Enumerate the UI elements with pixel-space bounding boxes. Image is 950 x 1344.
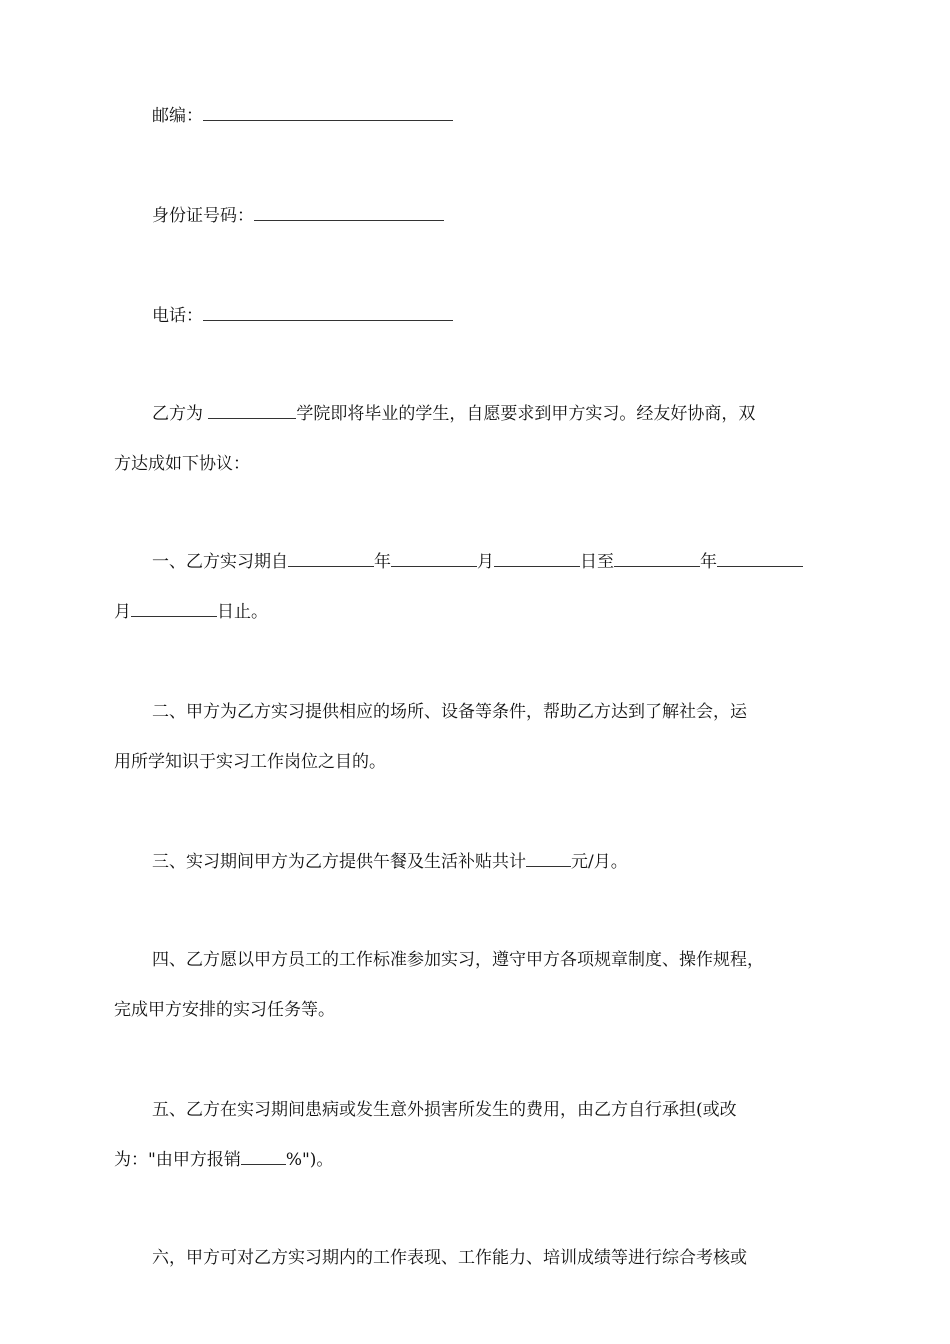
end-month-blank[interactable] — [717, 550, 803, 567]
clause-2-line-2: 用所学知识于实习工作岗位之目的。 — [114, 752, 386, 772]
end-year-blank[interactable] — [614, 550, 700, 567]
postcode-row — [152, 104, 882, 128]
phone-label: 电话： — [152, 306, 203, 326]
clause-5-line-2 — [114, 1148, 844, 1172]
end-day-blank[interactable] — [131, 600, 217, 617]
postcode-blank[interactable] — [203, 104, 453, 121]
clause3-start: 三、实习期间甲方为乙方提供午餐及生活补贴共计 — [152, 852, 526, 872]
phone-blank[interactable] — [203, 304, 453, 321]
clause-1-line-1 — [152, 550, 882, 574]
id-number-label: 身份证号码： — [152, 206, 254, 226]
subsidy-amount-blank[interactable] — [526, 850, 571, 867]
clause-6-line-1: 六，甲方可对乙方实习期内的工作表现、工作能力、培训成绩等进行综合考核或 — [152, 1248, 747, 1268]
clause1-year2: 年 — [700, 552, 717, 572]
clause1-end: 日止。 — [217, 602, 268, 622]
clause-4-line-1: 四、乙方愿以甲方员工的工作标准参加实习，遵守甲方各项规章制度、操作规程， — [152, 950, 764, 970]
reimburse-percent-blank[interactable] — [241, 1148, 286, 1165]
clause-5-line-1: 五、乙方在实习期间患病或发生意外损害所发生的费用，由乙方自行承担(或改 — [152, 1100, 737, 1120]
clause3-end: 元/月。 — [571, 852, 628, 872]
clause-1-line-2 — [114, 600, 844, 624]
intro-line-2: 方达成如下协议： — [114, 454, 250, 474]
intro-line1-text: 学院即将毕业的学生，自愿要求到甲方实习。经友好协商，双 — [296, 404, 756, 424]
clause5-line2-start: 为："由甲方报销 — [114, 1150, 241, 1170]
start-year-blank[interactable] — [288, 550, 374, 567]
clause1-month1: 月 — [477, 552, 494, 572]
clause1-month2: 月 — [114, 602, 131, 622]
phone-row — [152, 304, 882, 328]
clause-4-line-2: 完成甲方安排的实习任务等。 — [114, 1000, 335, 1020]
clause1-day-to: 日至 — [580, 552, 614, 572]
college-blank[interactable] — [208, 402, 296, 419]
clause-2-line-1: 二、甲方为乙方实习提供相应的场所、设备等条件，帮助乙方达到了解社会，运 — [152, 702, 747, 722]
intro-prefix: 乙方为 — [152, 404, 209, 424]
clause1-year1: 年 — [374, 552, 391, 572]
intro-line-1 — [152, 402, 882, 426]
start-day-blank[interactable] — [494, 550, 580, 567]
id-number-row — [152, 204, 882, 228]
start-month-blank[interactable] — [391, 550, 477, 567]
postcode-label: 邮编： — [152, 106, 203, 126]
clause5-line2-end: %")。 — [285, 1150, 334, 1170]
id-number-blank[interactable] — [254, 204, 444, 221]
clause1-start: 一、乙方实习期自 — [152, 552, 288, 572]
clause-3 — [152, 850, 882, 874]
